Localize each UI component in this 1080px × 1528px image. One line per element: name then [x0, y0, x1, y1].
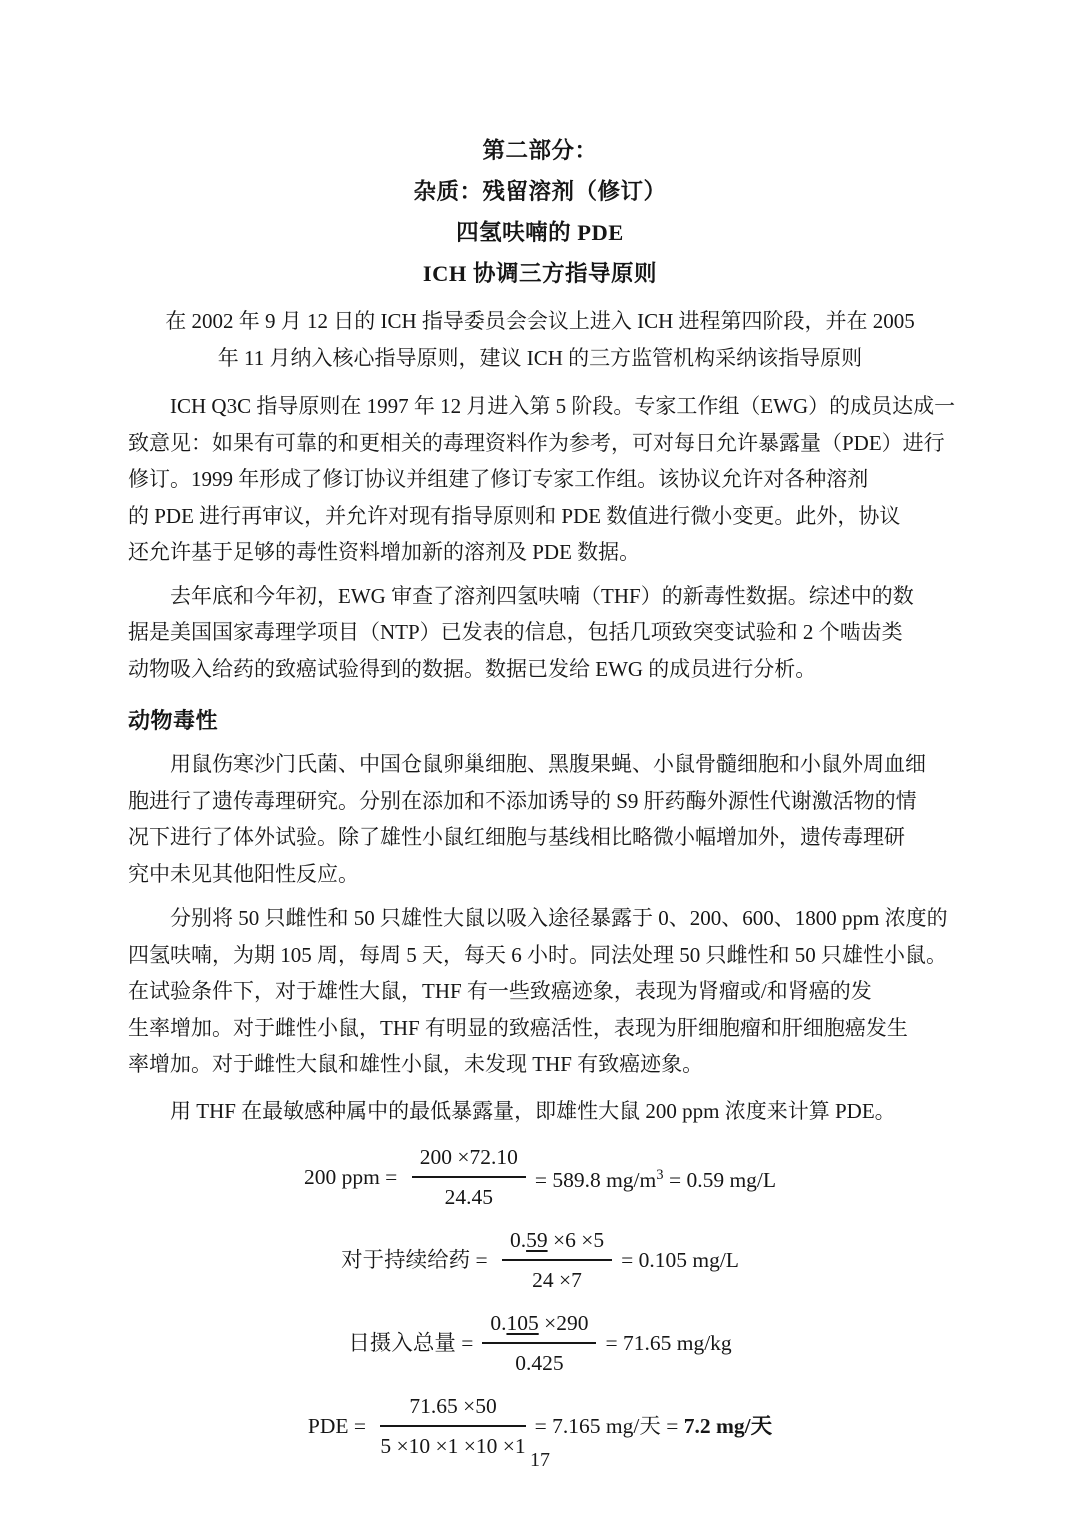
- text-line: 究中未见其他阳性反应。: [128, 861, 359, 886]
- paragraph-q3c-history: [128, 388, 956, 571]
- fraction-numerator: 71.65 ×50: [380, 1391, 525, 1427]
- section-heading-animal-toxicity: 动物毒性: [128, 708, 219, 733]
- fraction-numerator: 200 ×72.10: [412, 1142, 526, 1178]
- text-line: 去年底和今年初，EWG 审查了溶剂四氢呋喃（THF）的新毒性数据。综述中的数: [170, 583, 914, 608]
- document-title: [128, 130, 952, 294]
- text-line: 用鼠伤寒沙门氏菌、中国仓鼠卵巢细胞、黑腹果蝇、小鼠骨髓细胞和小鼠外周血细: [170, 752, 926, 776]
- adoption-statement: [128, 303, 952, 377]
- fraction-denominator: 0.425: [515, 1351, 564, 1375]
- text-line: 杂质：残留溶剂（修订）: [413, 179, 667, 204]
- fraction-numerator: [502, 1225, 612, 1261]
- formula-rhs-text: = 7.165 mg/天 =: [534, 1414, 684, 1438]
- formula-daily-intake: [128, 1308, 952, 1378]
- text-line: 致意见：如果有可靠的和更相关的毒理资料作为参考，可对每日允许暴露量（PDE）进行: [128, 430, 945, 455]
- text-line: 四氢呋喃的 PDE: [456, 220, 624, 245]
- fraction: [482, 1308, 596, 1378]
- text-line: 况下进行了体外试验。除了雄性小鼠红细胞与基线相比略微小幅增加外，遗传毒理研: [128, 825, 905, 849]
- numerator-underlined-value: 59: [526, 1228, 548, 1252]
- numerator-text: 0.: [490, 1311, 507, 1335]
- formula-lhs: 日摄入总量 =: [348, 1331, 474, 1355]
- text-line: 据是美国国家毒理学项目（NTP）已发表的信息，包括几项致突变试验和 2 个啮齿类: [128, 620, 903, 644]
- pde-final-value: 7.2 mg/天: [683, 1414, 773, 1438]
- text-line: 用 THF 在最敏感种属中的最低暴露量，即雄性大鼠 200 ppm 浓度来计算 PDE。: [170, 1098, 896, 1123]
- text-line: 率增加。对于雌性大鼠和雄性小鼠，未发现 THF 有致癌迹象。: [128, 1052, 704, 1076]
- formula-200ppm-conversion: [128, 1142, 952, 1212]
- text-line: 胞进行了遗传毒理研究。分别在添加和不添加诱导的 S9 肝药酶外源性代谢激活物的情: [128, 788, 917, 813]
- text-line: 在 2002 年 9 月 12 日的 ICH 指导委员会会议上进入 ICH 进程第四阶段，并在 2005: [165, 309, 915, 333]
- numerator-text: 0.: [509, 1228, 527, 1252]
- superscript: 3: [656, 1166, 664, 1183]
- fraction: [412, 1142, 526, 1212]
- paragraph-carcinogenicity: [128, 900, 952, 1083]
- text-line: ICH 协调三方指导原则: [422, 261, 658, 286]
- formula-lhs: PDE =: [307, 1414, 372, 1438]
- formula-continuous-dosing: [128, 1225, 952, 1295]
- text-line: ICH Q3C 指导原则在 1997 年 12 月进入第 5 阶段。专家工作组（EWG）的成员达成一: [170, 394, 956, 418]
- paragraph-ewg-review: [128, 578, 952, 688]
- formula-rhs-text: = 589.8 mg/m: [534, 1167, 657, 1192]
- text-line: 第二部分：: [482, 138, 598, 163]
- text-line: 修订。1999 年形成了修订协议并组建了修订专家工作组。该协议允许对各种溶剂: [128, 467, 869, 491]
- fraction-denominator: 24.45: [444, 1185, 493, 1209]
- text-line: 四氢呋喃，为期 105 周，每周 5 天，每天 6 小时。同法处理 50 只雌性和 50 只雄性小鼠。: [128, 942, 947, 967]
- formula-rhs: = 0.105 mg/L: [621, 1248, 739, 1272]
- text-line: 还允许基于足够的毒性资料增加新的溶剂及 PDE 数据。: [128, 540, 641, 564]
- numerator-text: ×6 ×5: [547, 1228, 605, 1252]
- fraction: [502, 1225, 612, 1295]
- text-line: 在试验条件下，对于雄性大鼠，THF 有一些致癌迹象，表现为肾瘤或/和肾癌的发: [128, 979, 872, 1003]
- formula-rhs: = 71.65 mg/kg: [605, 1331, 732, 1355]
- page-number: 17: [530, 1449, 550, 1471]
- text-line: 动物吸入给药的致癌试验得到的数据。数据已发给 EWG 的成员进行分析。: [128, 656, 817, 681]
- formula-rhs: [535, 1414, 772, 1438]
- formula-lhs: 对于持续给药 =: [341, 1248, 493, 1272]
- fraction-numerator: [482, 1308, 596, 1344]
- paragraph-pde-basis: [128, 1093, 952, 1130]
- fraction-denominator: 5 ×10 ×1 ×10 ×1: [380, 1434, 526, 1458]
- text-line: 分别将 50 只雌性和 50 只雄性大鼠以吸入途径暴露于 0、200、600、1800 ppm 浓度的: [170, 906, 948, 930]
- text-line: 年 11 月纳入核心指导原则，建议 ICH 的三方监管机构采纳该指导原则: [217, 346, 863, 370]
- formula-rhs-text: = 0.59 mg/L: [663, 1167, 777, 1192]
- numerator-text: ×290: [538, 1311, 589, 1335]
- formula-lhs: 200 ppm =: [303, 1165, 403, 1189]
- formula-rhs: [535, 1168, 776, 1192]
- text-line: 的 PDE 进行再审议，并允许对现有指导原则和 PDE 数值进行微小变更。此外，协议: [128, 503, 901, 528]
- numerator-underlined-value: 105: [506, 1311, 539, 1335]
- paragraph-genotoxicity: [128, 746, 952, 892]
- text-line: 生率增加。对于雌性小鼠，THF 有明显的致癌活性，表现为肝细胞瘤和肝细胞癌发生: [128, 1015, 908, 1040]
- fraction-denominator: 24 ×7: [532, 1268, 582, 1292]
